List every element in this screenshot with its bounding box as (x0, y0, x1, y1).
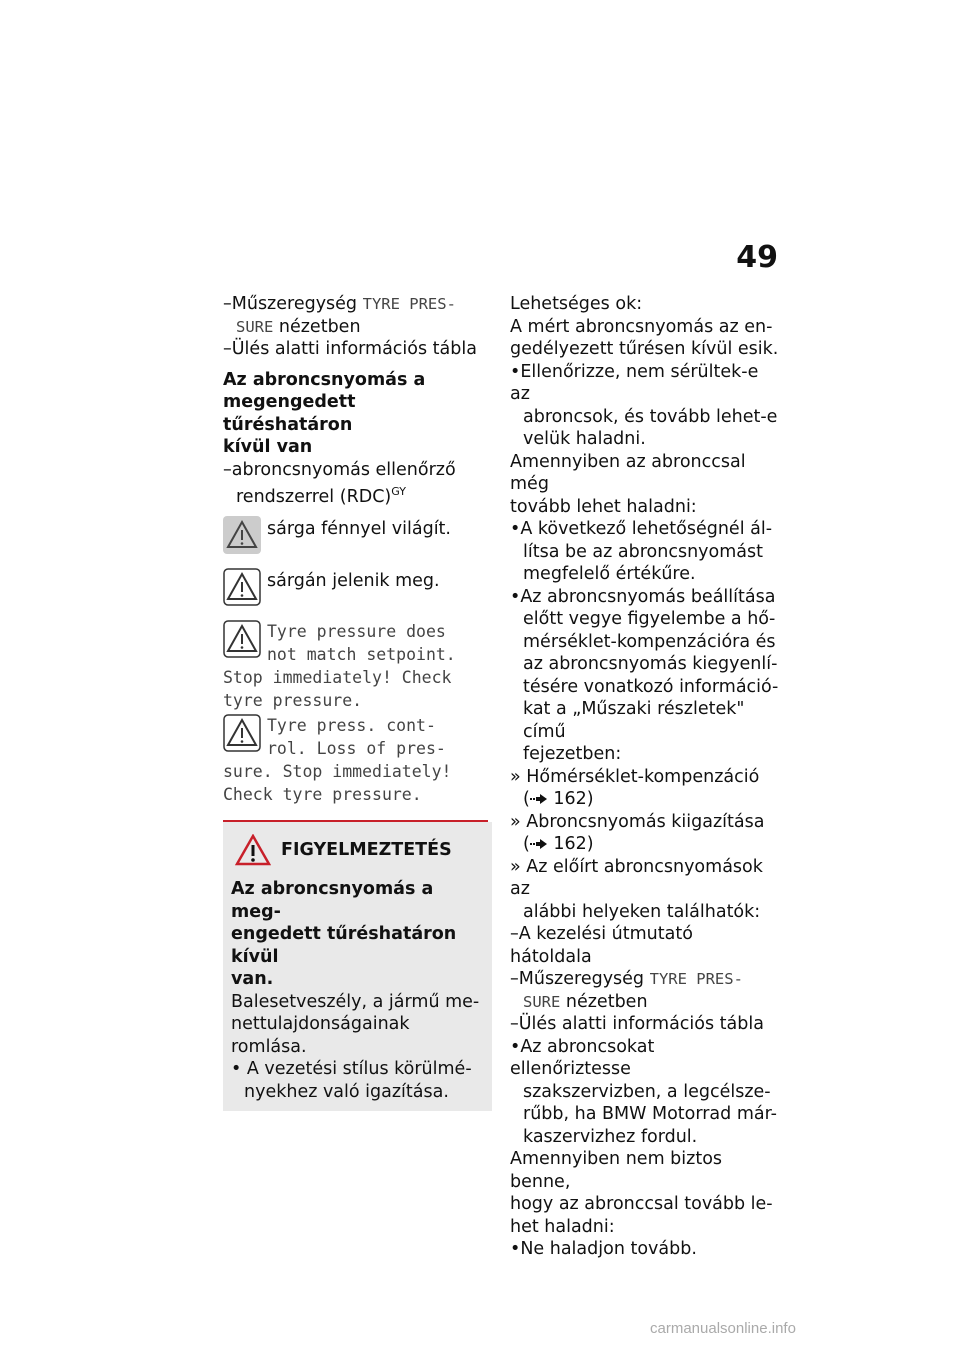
mono-line: rol. Loss of pres- (267, 739, 446, 759)
text-line: gedélyezett tűrésen kívül esik. (510, 339, 779, 359)
bullet-line: •A következő lehetőségnél ál- (510, 519, 773, 539)
text-line (223, 481, 488, 508)
mono-line: Stop immediately! Check (223, 668, 452, 688)
text-line: » Az előírt abroncsnyomások az (510, 856, 763, 899)
mono-text: SURE (236, 317, 274, 336)
text-line: engedett tűréshatáron kívül (231, 924, 457, 967)
text-line: fejezetben: (523, 744, 622, 764)
text-line: lítsa be az abroncsnyomást (523, 541, 763, 562)
mono-line: sure. Stop immediately! (223, 762, 452, 782)
watermark: carmanualsonline.info (650, 1320, 796, 1337)
text-line: abroncsok, és tovább lehet-e (523, 406, 778, 427)
mono-lines (267, 620, 456, 666)
text-line: szakszervizben, a legcélsze- (523, 1081, 771, 1102)
warning-title-text: FIGYELMEZTETÉS (281, 840, 452, 861)
mono-message-1 (223, 620, 488, 712)
page-number: 49 (736, 240, 778, 275)
mono-line: Tyre pressure does (267, 622, 446, 642)
section-heading (223, 369, 488, 459)
text-line: alábbi helyeken találhatók: (523, 901, 761, 922)
text-line: mérséklet-kompenzációra és (523, 631, 776, 652)
mono-line: not match setpoint. (267, 645, 456, 665)
text: nézetben (560, 991, 648, 1012)
text-line: A mért abroncsnyomás az en- (510, 316, 773, 337)
text-line (510, 991, 780, 1014)
warning-text: sárgán jelenik meg. (267, 571, 440, 592)
text-line: –Ülés alatti információs tábla (223, 339, 477, 359)
text-line (223, 316, 488, 339)
warning-row-outline (223, 568, 488, 606)
text: –Műszeregység (223, 294, 363, 314)
text: rendszerrel (RDC) (236, 486, 392, 507)
page-reference[interactable]: ( 162) (523, 834, 594, 854)
reference-arrow-icon (530, 793, 548, 805)
mono-row (223, 714, 488, 760)
mono-text: TYRE PRES- (362, 295, 456, 313)
text-line: velük haladni. (523, 429, 646, 449)
text-line: az abroncsnyomás kiegyenlí- (523, 654, 778, 674)
mono-text: SURE (523, 992, 561, 1011)
bullet-line: •Az abroncsnyomás beállítása (510, 586, 776, 607)
text-line: nettulajdonságainak romlása. (231, 1014, 410, 1057)
warning-bold-text (231, 878, 484, 991)
mono-text: TYRE PRES- (649, 970, 743, 988)
page-reference[interactable]: ( 162) (523, 789, 594, 809)
text-line: Balesetveszély, a jármű me- (231, 991, 480, 1012)
text: –Műszeregység (510, 969, 650, 989)
text-line: –A kezelési útmutató hátoldala (510, 924, 693, 967)
mono-message-2 (223, 714, 488, 806)
warning-triangle-outline-icon (223, 620, 261, 658)
text-line: előtt vegye figyelembe a hő- (523, 609, 776, 629)
warning-triangle-outline-icon (223, 568, 261, 606)
text-line (510, 968, 780, 991)
text-line: –Ülés alatti információs tábla (510, 1014, 764, 1034)
cross-reference-link[interactable]: » Abroncsnyomás kiigazítása (510, 811, 765, 832)
mono-lines (267, 714, 446, 760)
text-line: Amennyiben nem biztos benne, (510, 1149, 723, 1192)
mono-line: tyre pressure. (223, 691, 363, 711)
left-column (223, 293, 488, 1111)
bullet-line: •Az abroncsokat ellenőriztesse (510, 1036, 655, 1079)
text-line: Lehetséges ok: (510, 294, 643, 314)
warning-exclamation-icon (235, 834, 271, 866)
heading-line: megengedett tűréshatáron (223, 392, 356, 435)
warning-triangle-filled-icon (223, 516, 261, 554)
bullet-line: •Ellenőrizze, nem sérültek-e az (510, 361, 759, 404)
text-line: hogy az abronccsal tovább le- (510, 1194, 773, 1214)
heading-line: Az abroncsnyomás a (223, 369, 426, 390)
text-line: rűbb, ha BMW Motorrad már- (523, 1104, 777, 1124)
warning-text: sárga fénnyel világít. (267, 519, 451, 540)
warning-row-filled (223, 516, 488, 554)
text-line: kat a „Műszaki részletek" című (523, 699, 745, 742)
warning-box (223, 822, 492, 1111)
text-line: nyekhez való igazítása. (244, 1081, 449, 1102)
text-line: Az abroncsnyomás a meg- (231, 879, 434, 922)
heading-line: kívül van (223, 437, 313, 457)
warning-triangle-outline-icon (223, 714, 261, 752)
mono-line: Check tyre pressure. (223, 785, 422, 805)
mono-row (223, 620, 488, 666)
text-line (223, 293, 488, 316)
text-line: megfelelő értékűre. (523, 564, 696, 584)
cross-reference-link[interactable]: » Hőmérséklet-kompenzáció (510, 766, 760, 787)
text-line: –abroncsnyomás ellenőrző (223, 459, 456, 480)
superscript: GY (391, 485, 406, 498)
text-line: kaszervizhez fordul. (523, 1126, 698, 1147)
reference-arrow-icon (530, 838, 548, 850)
mono-line: Tyre press. cont- (267, 716, 436, 736)
page-ref-number: 162) (553, 789, 594, 809)
page-ref-number: 162) (553, 834, 594, 854)
right-column (510, 293, 780, 1261)
text-line: tésére vonatkozó információ- (523, 676, 779, 697)
text-line: tovább lehet haladni: (510, 496, 697, 517)
text-line: van. (231, 969, 274, 990)
bullet-line: • A vezetési stílus körülmé- (231, 1059, 472, 1080)
text-line: Amennyiben az abronccsal még (510, 451, 746, 494)
bullet-line: •Ne haladjon tovább. (510, 1239, 697, 1259)
text: nézetben (273, 316, 361, 337)
warning-box-title (235, 834, 484, 866)
text-line: het haladni: (510, 1216, 615, 1237)
